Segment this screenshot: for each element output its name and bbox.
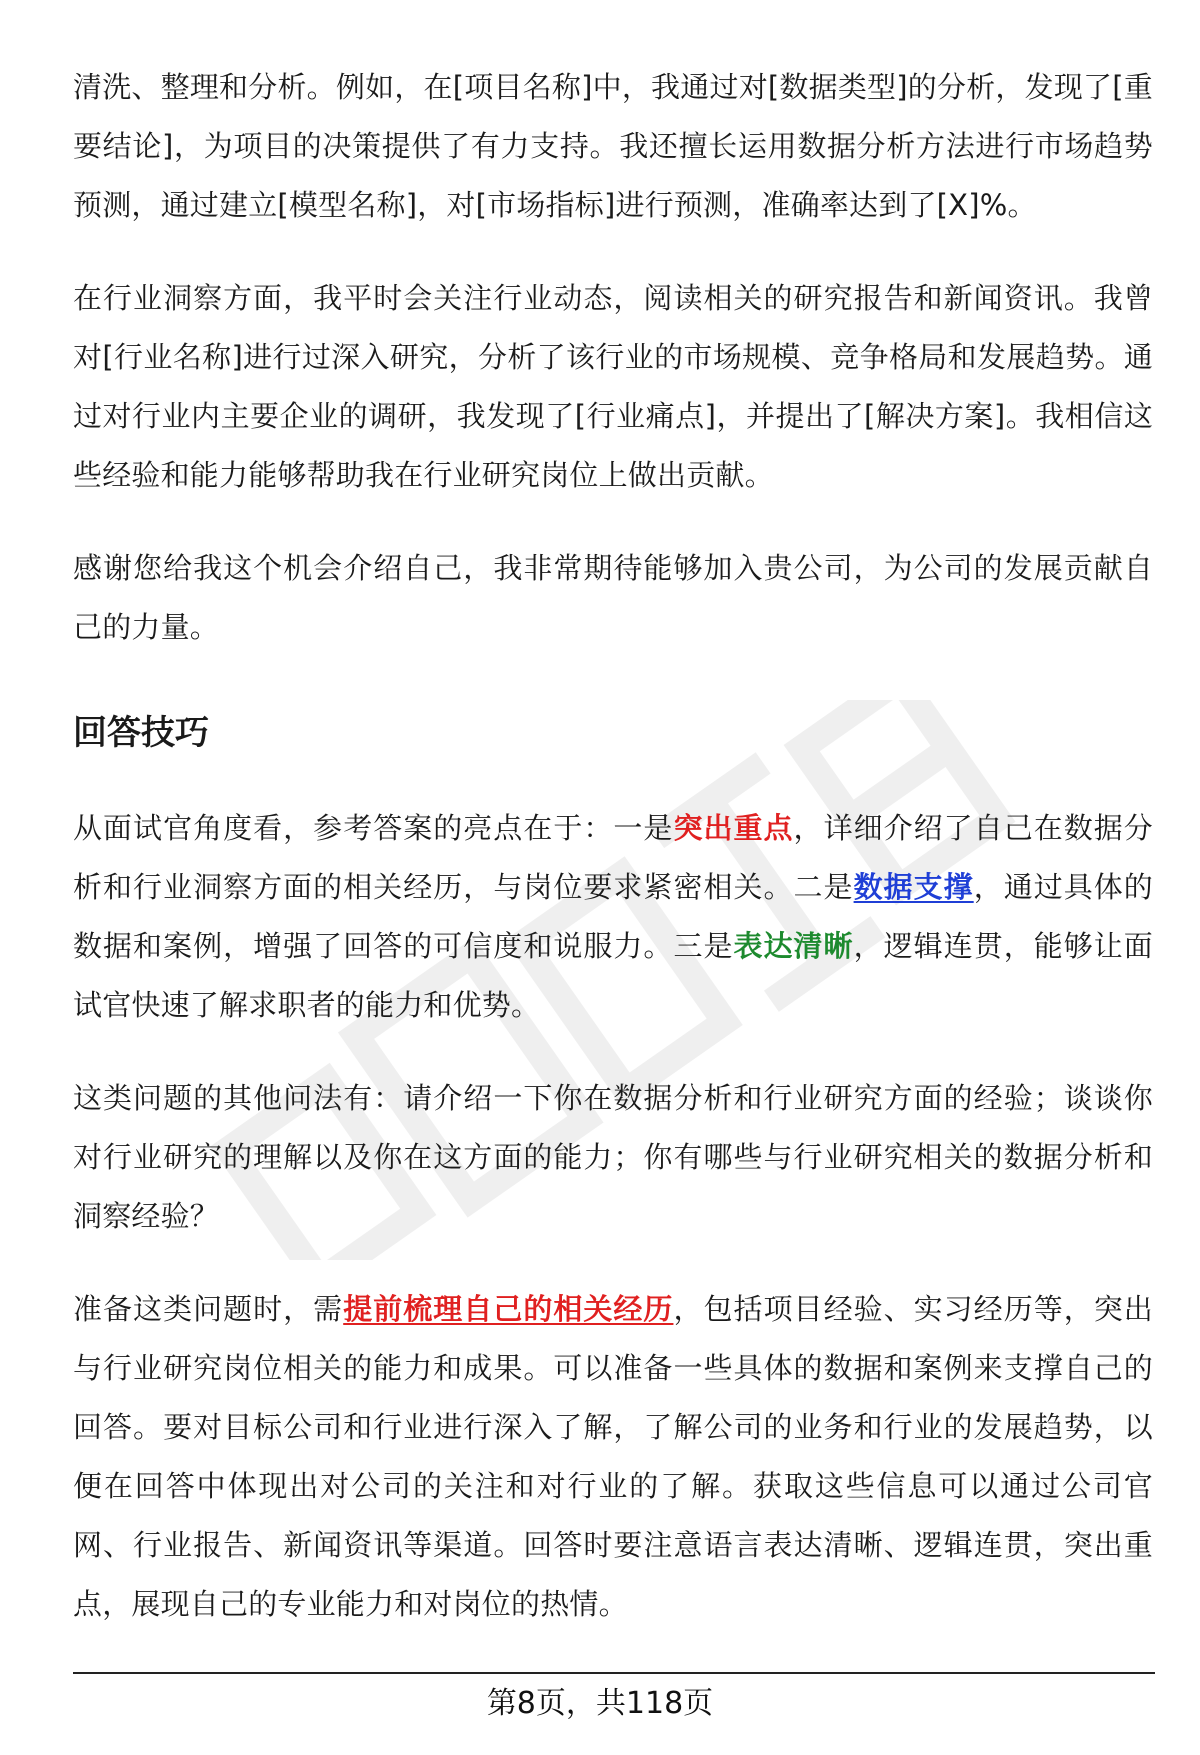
tip-paragraph-2: 这类问题的其他问法有：请介绍一下你在数据分析和行业研究方面的经验；谈谈你对行业研究的理解以及你在这方面的能力；你有哪些与行业研究相关的数据分析和洞察经验？ xyxy=(73,1081,1153,1233)
paragraph-1: 清洗、整理和分析。例如，在[项目名称]中，我通过对[数据类型]的分析，发现了[重要结论]，为项目的决策提供了有力支持。我还擅长运用数据分析方法进行市场趋势预测，通过建立[模型名称]，对[市场指标]进行预测，准确率达到了[X]%。 xyxy=(73,70,1153,222)
tip-3-text-b: ，包括项目经验、实习经历等，突出与行业研究岗位相关的能力和成果。可以准备一些具体的数据和案例来支撑自己的回答。要对目标公司和行业进行深入了解，了解公司的业务和行业的发展趋势，以便在回答中体现出对公司的关注和对行业的了解。获取这些信息可以通过公司官网、行业报告、新闻资讯等渠道。回答时要注意语言表达清晰、逻辑连贯，突出重点，展现自己的专业能力和对岗位的热情。 xyxy=(73,1292,1153,1621)
tip-3-text-a: 准备这类问题时，需 xyxy=(73,1292,344,1326)
paragraph-2: 在行业洞察方面，我平时会关注行业动态，阅读相关的研究报告和新闻资讯。我曾对[行业名称]进行过深入研究，分析了该行业的市场规模、竞争格局和发展趋势。通过对行业内主要企业的调研，我发现了[行业痛点]，并提出了[解决方案]。我相信这些经验和能力能够帮助我在行业研究岗位上做出贡献。 xyxy=(73,281,1153,492)
footer-divider xyxy=(73,1672,1155,1674)
tip-1-text-b: ，详细介绍了自己在数据分析和行业洞察方面的相关经历，与岗位要求紧密相关。二是 xyxy=(73,811,1153,904)
highlight-data-support: 数据支撑 xyxy=(853,870,974,904)
tip-1-text-a: 从面试官角度看，参考答案的亮点在于：一是 xyxy=(73,811,674,845)
tip-1-text-d: ，逻辑连贯，能够让面试官快速了解求职者的能力和优势。 xyxy=(73,929,1153,1022)
tip-paragraph-3 xyxy=(73,1280,1153,1634)
highlight-clear-expression: 表达清晰 xyxy=(733,929,854,963)
highlight-review-experience: 提前梳理自己的相关经历 xyxy=(343,1292,674,1326)
section-heading: 回答技巧 xyxy=(73,713,209,753)
tip-1-text-c: ，通过具体的数据和案例，增强了回答的可信度和说服力。三是 xyxy=(73,870,1153,963)
tip-paragraph-1 xyxy=(73,799,1153,1035)
document-body xyxy=(73,58,1153,1668)
highlight-key-point: 突出重点 xyxy=(673,811,794,845)
paragraph-3: 感谢您给我这个机会介绍自己，我非常期待能够加入贵公司，为公司的发展贡献自己的力量。 xyxy=(73,551,1153,644)
page-number: 第8页，共118页 xyxy=(486,1686,714,1721)
